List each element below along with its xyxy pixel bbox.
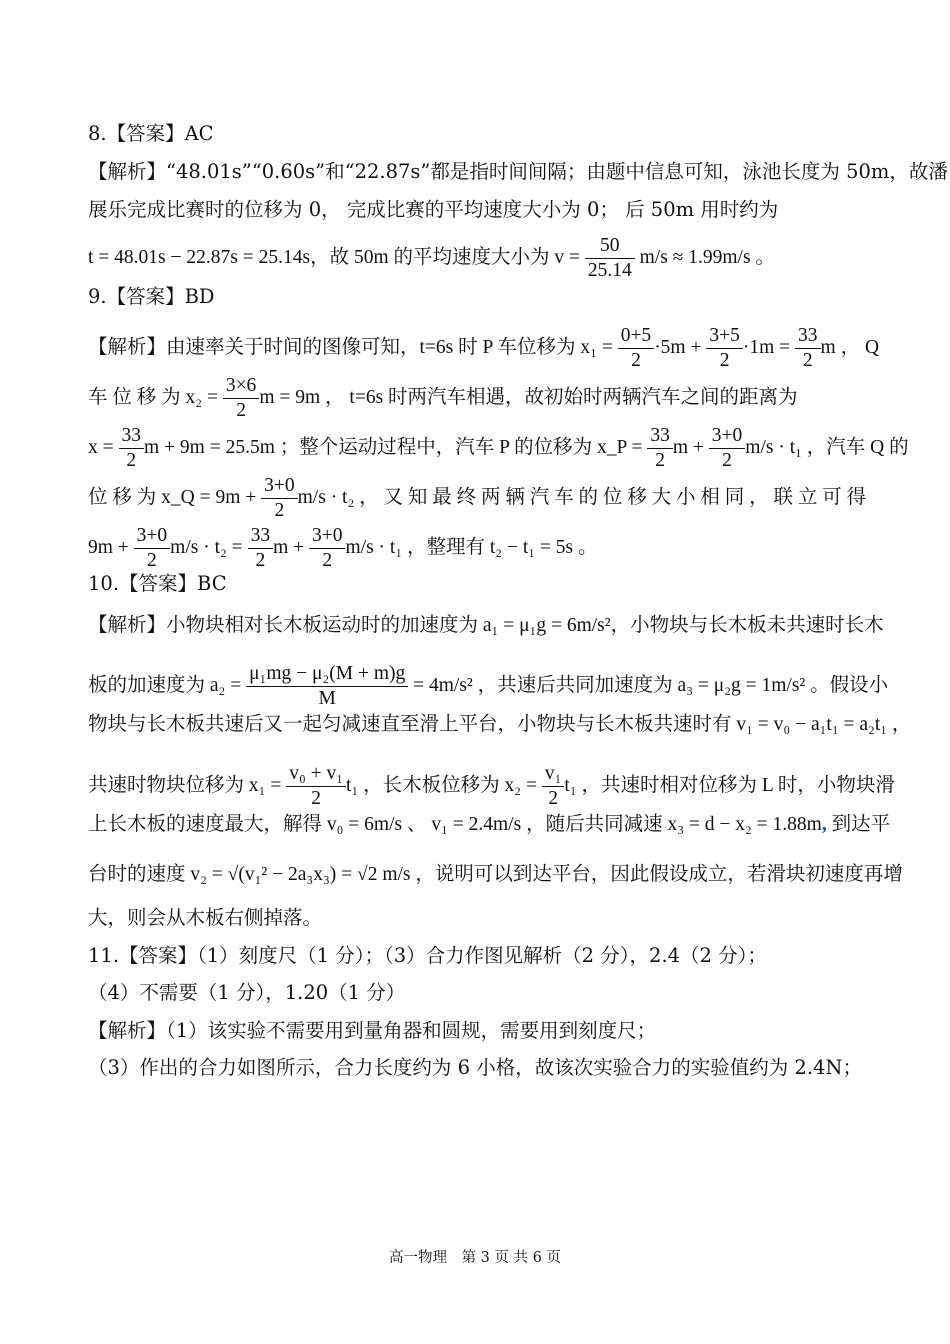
q9-explanation-line-2: 车 位 移 为 x₂ = $\frac{3\times 6}{2}$ m = 9m ， t=6s 时两汽车相遇，故初始时两辆汽车之间的距离为 bbox=[88, 375, 798, 421]
q9-explanation-line-5: 9m + $\frac{3+0}{2}$ m/s · t₂ = $\frac{33}{2}$ m + $\frac{3+0}{2}$ m/s · t₁ ，整理有 t₂ − t₁ = 5s 。 bbox=[88, 525, 598, 571]
fraction: $\frac{3+0}{2}$ bbox=[261, 474, 298, 523]
fraction: $\frac{0+5}{2}$ bbox=[618, 324, 655, 373]
fraction: $\frac{\text{v₀ + v₁}}{2}$ bbox=[286, 762, 346, 811]
fraction: $\frac{33}{2}$ bbox=[647, 424, 673, 473]
q8-explanation-line-1: 【解析】“48.01s”“0.60s”和“22.87s”都是指时间间隔；由题中信息可知，泳池长度为 50m，故潘 bbox=[88, 160, 948, 183]
q10-explanation-line-5: 上长木板的速度最大，解得 v₀ = 6m/s 、 v₁ = 2.4m/s ，随后共同减速 x₃ = d − x₂ = 1.88m, 到达平 bbox=[88, 814, 891, 835]
fraction: $\frac{33}{2}$ bbox=[795, 324, 821, 373]
q9-explanation-line-4: 位 移 为 x_Q = 9m + $\frac{3+0}{2}$ m/s · t₂ ， 又 知 最 终 两 辆 汽 车 的 位 移 大 小 相 同 ， 联 立 可 得 bbox=[88, 475, 867, 521]
fraction: $\frac{3+0}{2}$ bbox=[134, 524, 171, 573]
q10-explanation-line-3: 物块与长木板共速后又一起匀减速直至滑上平台，小物块与长木板共速时有 v₁ = v₀ − a₁t₁ = a₂t₁ ， bbox=[88, 714, 912, 735]
fraction: $\frac{3+5}{2}$ bbox=[706, 324, 743, 373]
q10-answer: 10.【答案】BC bbox=[88, 572, 227, 595]
fraction: $\frac{3\times 6}{2}$ bbox=[223, 374, 260, 423]
q8-explanation-line-3: t = 48.01s − 22.87s = 25.14s，故 50m 的平均速度大小为 v = $\frac{50}{25.14}$ m/s ≈ 1.99m/s 。 bbox=[88, 235, 775, 281]
q10-explanation-line-6: 台时的速度 v₂ = √(v₁² − 2a₃x₃) = √2 m/s ，说明可以到达平台，因此假设成立，若滑块初速度再增 bbox=[88, 864, 903, 885]
q11-answer-line-2: （4）不需要（1 分），1.20（1 分） bbox=[88, 981, 406, 1004]
fraction: $\frac{\text{μ₁mg − μ₂(M + m)g}}{M}$ bbox=[246, 662, 408, 711]
q9-answer: 9.【答案】BD bbox=[88, 285, 215, 308]
fraction: $\frac{50}{25.14}$ bbox=[585, 234, 635, 283]
page-footer: 高一物理 第 3 页 共 6 页 bbox=[389, 1250, 561, 1266]
q9-explanation-line-3: x = $\frac{33}{2}$ m + 9m = 25.5m ；整个运动过程中，汽车 P 的位移为 x_P = $\frac{33}{2}$ m + $\frac{3+0}{2}$ m/s · t₁ ，汽车 Q 的 bbox=[88, 425, 909, 471]
q11-explanation-line-1: 【解析】（1）该实验不需要用到量角器和圆规，需要用到刻度尺； bbox=[88, 1019, 657, 1042]
fraction: $\frac{33}{2}$ bbox=[248, 524, 274, 573]
q9-explanation-line-1: 【解析】由速率关于时间的图像可知，t=6s 时 P 车位移为 x₁ = $\frac{0+5}{2}$ ·5m + $\frac{3+5}{2}$ ·1m = $\frac{33}{2}$ m ， Q bbox=[88, 325, 880, 371]
q11-answer-line-1: 11.【答案】（1）刻度尺（1 分）；（3）合力作图见解析（2 分），2.4（2 分）； bbox=[88, 944, 767, 967]
q10-explanation-line-1: 【解析】小物块相对长木板运动时的加速度为 a₁ = μ₁g = 6m/s²，小物块与长木板未共速时长木 bbox=[88, 615, 884, 636]
fraction: $\frac{\text{v₁}}{2}$ bbox=[542, 762, 565, 811]
q10-explanation-line-2: 板的加速度为 a₂ = $\frac{\text{μ₁mg − μ₂(M + m)g}}{M}$ = 4m/s² ，共速后共同加速度为 a₃ = μ₂g = 1m/s² 。假设小 bbox=[88, 663, 889, 709]
fraction: $\frac{3+0}{2}$ bbox=[309, 524, 346, 573]
q11-explanation-line-2: （3）作出的合力如图所示，合力长度约为 6 小格，故该次实验合力的实验值约为 2.4N； bbox=[88, 1056, 862, 1079]
q10-explanation-line-7: 大，则会从木板右侧掉落。 bbox=[88, 906, 323, 929]
q8-answer: 8.【答案】AC bbox=[88, 122, 214, 145]
fraction: $\frac{3+0}{2}$ bbox=[709, 424, 746, 473]
fraction: $\frac{33}{2}$ bbox=[119, 424, 145, 473]
q10-explanation-line-4: 共速时物块位移为 x₁ = $\frac{\text{v₀ + v₁}}{2}$ t₁ ，长木板位移为 x₂ = $\frac{\text{v₁}}{2}$ t₁ ，共速时相对位移为 L 时，小物块滑 bbox=[88, 763, 895, 809]
q8-explanation-line-2: 展乐完成比赛时的位移为 0， 完成比赛的平均速度大小为 0； 后 50m 用时约为 bbox=[88, 198, 779, 221]
